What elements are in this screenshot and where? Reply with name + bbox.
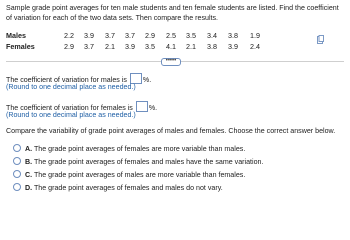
females-round-hint: (Round to one decimal place as needed.) <box>6 111 136 119</box>
radio-circle-icon[interactable] <box>13 170 21 178</box>
option-b[interactable] <box>13 157 263 166</box>
option-c[interactable] <box>13 170 245 179</box>
option-text: The grade point averages of males are more variable than females. <box>33 171 246 179</box>
radio-circle-icon[interactable] <box>13 183 21 191</box>
males-value: 2.2 <box>64 31 74 40</box>
males-value: 3.5 <box>186 31 196 40</box>
option-d[interactable] <box>13 183 223 192</box>
females-value: 3.9 <box>125 42 135 51</box>
females-percent-label: %. <box>148 104 158 112</box>
row-label-females: Females <box>6 42 35 51</box>
females-value: 3.9 <box>228 42 238 51</box>
males-percent-label: %. <box>142 76 152 84</box>
males-value: 3.7 <box>105 31 115 40</box>
compare-prompt: Compare the variability of grade point averages of males and females. Choose the correct answer below. <box>6 127 336 135</box>
question-prompt: Sample grade point averages for ten male students and ten female students are listed. Find the coefficient of variation for each of the two data sets. Then compare the results. <box>6 4 339 22</box>
females-value: 3.5 <box>145 42 155 51</box>
males-value: 2.9 <box>145 31 155 40</box>
males-round-hint: (Round to one decimal place as needed.) <box>6 83 136 91</box>
males-value: 1.9 <box>250 31 260 40</box>
females-value: 4.1 <box>166 42 176 51</box>
expand-more-button[interactable]: ••••• <box>161 58 181 66</box>
females-value: 3.8 <box>207 42 217 51</box>
males-question-text: The coefficient of variation for males is <box>6 76 127 84</box>
females-value: 2.1 <box>186 42 196 51</box>
row-label-males: Males <box>6 31 26 40</box>
option-letter: A. <box>25 145 33 153</box>
females-value: 2.9 <box>64 42 74 51</box>
copy-icon[interactable] <box>317 31 324 40</box>
option-letter: C. <box>25 171 33 179</box>
option-letter: B. <box>25 158 33 166</box>
option-text: The grade point averages of females and males do not vary. <box>33 184 223 192</box>
option-text: The grade point averages of females and males have the same variation. <box>33 158 264 166</box>
option-text: The grade point averages of females are more variable than males. <box>33 145 246 153</box>
females-value: 2.4 <box>250 42 260 51</box>
option-a[interactable] <box>13 144 245 153</box>
females-value: 3.7 <box>84 42 94 51</box>
females-value: 2.1 <box>105 42 115 51</box>
radio-circle-icon[interactable] <box>13 144 21 152</box>
option-letter: D. <box>25 184 33 192</box>
females-answer-input[interactable] <box>136 101 148 112</box>
females-question-text: The coefficient of variation for females is <box>6 104 133 112</box>
males-value: 3.4 <box>207 31 217 40</box>
males-value: 3.9 <box>84 31 94 40</box>
radio-circle-icon[interactable] <box>13 157 21 165</box>
males-value: 3.7 <box>125 31 135 40</box>
males-value: 3.8 <box>228 31 238 40</box>
males-value: 2.5 <box>166 31 176 40</box>
